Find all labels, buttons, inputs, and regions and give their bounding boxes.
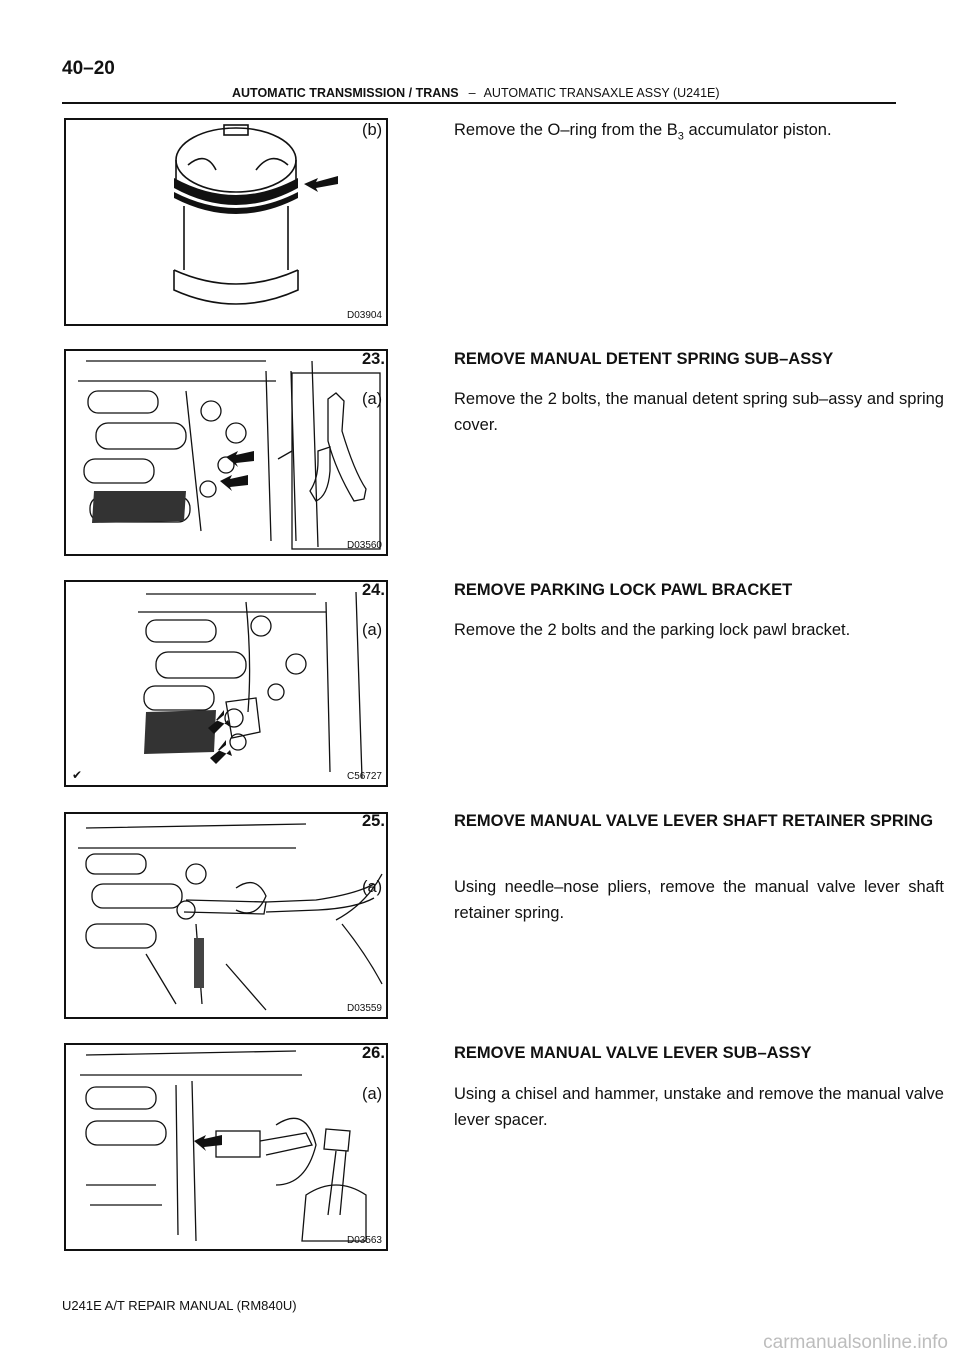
figure-code: D03560 (346, 540, 382, 551)
figure-chisel-hammer (64, 1043, 388, 1251)
header-subsection: AUTOMATIC TRANSAXLE ASSY (U241E) (483, 86, 720, 100)
step-prefix: (b) (362, 121, 383, 139)
figure-code: D03559 (346, 1003, 382, 1014)
figure-parking-lock-pawl-bracket (64, 580, 388, 787)
step-text-end: accumulator piston. (683, 121, 832, 139)
watermark: carmanualsonline.info (763, 1332, 948, 1353)
step-prefix: (a) (362, 621, 383, 639)
step-23-heading (362, 346, 944, 372)
step-25-heading (362, 808, 944, 834)
step-26a (362, 1081, 944, 1133)
step-26-heading (362, 1040, 944, 1066)
parking-lock-pawl-bracket-illustration (66, 582, 386, 785)
needle-nose-pliers-illustration (66, 814, 386, 1017)
step-text: Using a chisel and hammer, unstake and remove the manual valve lever spacer. (454, 1085, 944, 1129)
header-separator: – (468, 86, 476, 100)
step-text: Remove the 2 bolts and the parking lock pawl bracket. (454, 621, 851, 639)
figure-code: C56727 (346, 771, 382, 782)
step-text: Remove the 2 bolts, the manual detent spring sub–assy and spring cover. (454, 390, 944, 434)
chisel-hammer-illustration (66, 1045, 386, 1249)
figure-mark: ✔ (72, 768, 83, 782)
step-b-remove-o-ring (362, 117, 944, 149)
figure-code: D03904 (346, 310, 382, 321)
detent-spring-illustration (66, 351, 386, 554)
step-24a (362, 617, 944, 643)
header-section: AUTOMATIC TRANSMISSION / TRANS (232, 86, 459, 100)
step-text: Using needle–nose pliers, remove the manual valve lever shaft retainer spring. (454, 878, 944, 922)
figure-detent-spring (64, 349, 388, 556)
step-title: REMOVE PARKING LOCK PAWL BRACKET (454, 581, 793, 599)
accumulator-piston-illustration (66, 120, 386, 324)
step-number: 25. (362, 812, 385, 830)
step-prefix: (a) (362, 1085, 383, 1103)
step-number: 26. (362, 1044, 385, 1062)
figure-accumulator-piston (64, 118, 388, 326)
page-footer: U241E A/T REPAIR MANUAL (RM840U) (62, 1298, 297, 1313)
step-24-heading (362, 577, 944, 603)
step-23a (362, 386, 944, 438)
step-title: REMOVE MANUAL DETENT SPRING SUB–ASSY (454, 350, 834, 368)
step-title: REMOVE MANUAL VALVE LEVER SUB–ASSY (454, 1044, 812, 1062)
step-title: REMOVE MANUAL VALVE LEVER SHAFT RETAINER SPRING (454, 812, 934, 830)
step-number: 24. (362, 581, 385, 599)
figure-code: D03563 (346, 1235, 382, 1246)
step-prefix: (a) (362, 390, 383, 408)
figure-needle-nose-pliers (64, 812, 388, 1019)
step-number: 23. (362, 350, 385, 368)
step-subscript: 3 (677, 130, 684, 143)
step-text: Remove the O–ring from the B (454, 121, 678, 139)
step-prefix: (a) (362, 878, 383, 896)
step-25a (362, 874, 944, 926)
page-number: 40–20 (62, 58, 115, 79)
page-header (62, 86, 896, 104)
